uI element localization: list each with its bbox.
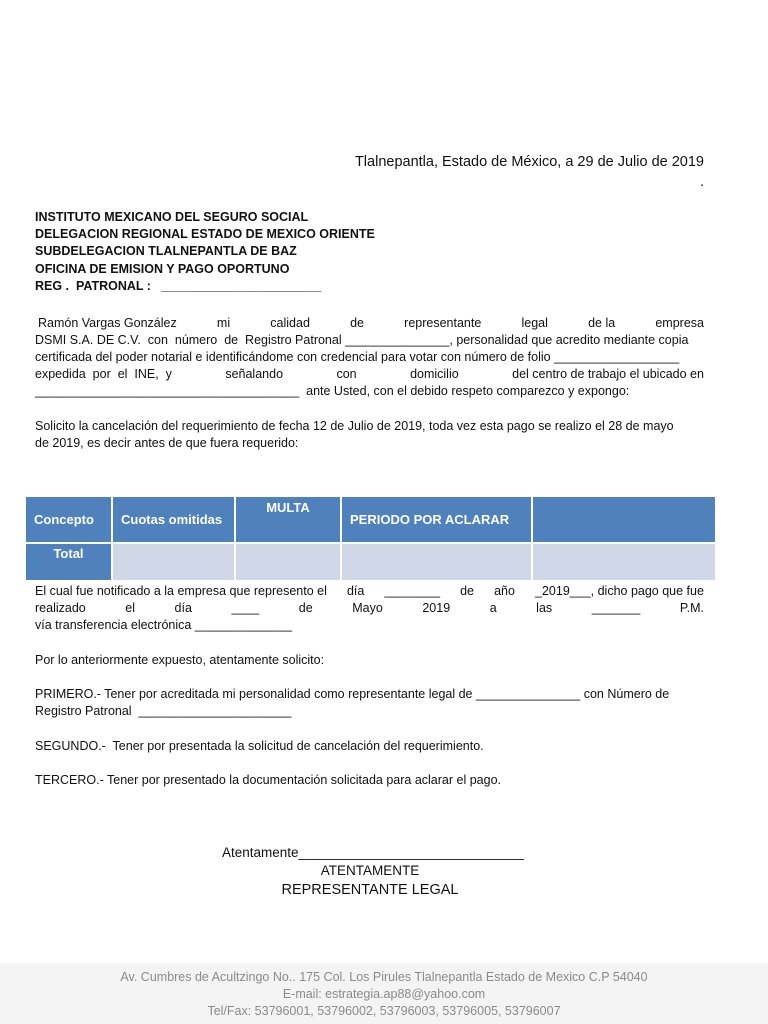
segundo-paragraph: SEGUNDO.- Tener por presentada la solicitud de cancelación del requerimiento. — [35, 739, 484, 753]
table-total-label: Total — [26, 544, 113, 582]
recipient-line: SUBDELEGACION TLALNEPANTLA DE BAZ — [35, 244, 297, 259]
table-cell — [533, 544, 717, 582]
table-cell — [236, 544, 342, 582]
recipient-line: OFICINA DE EMISION Y PAGO OPORTUNO — [35, 261, 290, 276]
table-header-multa: MULTA — [236, 497, 342, 544]
recipient-line: REG . PATRONAL : _______________________ — [35, 278, 322, 293]
intro-line: DSMI S.A. DE C.V. con número de Registro Patronal _______________, personalidad que acredito mediante copia — [35, 333, 689, 347]
signature-title: REPRESENTANTE LEGAL — [281, 882, 459, 898]
footer — [0, 963, 768, 1024]
footer-phones: Tel/Fax: 53796001, 53796002, 53796003, 53796005, 53796007 — [207, 1004, 561, 1018]
intro-paragraph — [35, 315, 704, 400]
tercero-paragraph: TERCERO.- Tener por presentado la documentación solicitada para aclarar el pago. — [35, 773, 501, 787]
notice-line: El cual fue notificado a la empresa que represento el día ________ de año _2019___, dicho pago que fue — [35, 584, 704, 598]
table-row — [26, 544, 717, 582]
intro-line: ______________________________________ ante Usted, con el debido respeto comparezco y expongo: — [35, 384, 630, 398]
request-paragraph — [35, 418, 704, 452]
table-header-concepto: Concepto — [26, 497, 113, 544]
notice-line: vía transferencia electrónica ______________ — [35, 618, 293, 632]
request-line: Solicito la cancelación del requerimiento de fecha 12 de Julio de 2019, toda vez esta pago se realizo el 28 de mayo — [35, 419, 674, 433]
primero-paragraph — [35, 686, 704, 720]
signature-label: ATENTAMENTE — [320, 863, 420, 878]
table-header-empty — [533, 497, 717, 544]
recipient-line: INSTITUTO MEXICANO DEL SEGURO SOCIAL — [35, 210, 309, 224]
concept-table — [26, 497, 717, 582]
notice-line: realizado el día ____ de Mayo 2019 a las _______ P.M. — [35, 601, 704, 615]
intro-line: certificada del poder notarial e identificándome con credencial para votar con número de folio __________________ — [35, 350, 680, 364]
table-cell — [113, 544, 236, 582]
signature-line: Atentamente______________________________ — [222, 845, 524, 860]
footer-address: Av. Cumbres de Acultzingo No.. 175 Col. Los Pirules Tlalnepantla Estado de Mexico C.P 54040 — [120, 970, 648, 984]
primero-line: PRIMERO.- Tener por acreditada mi personalidad como representante legal de _______________ con Número de — [35, 687, 670, 701]
request-line: de 2019, es decir antes de que fuera requerido: — [35, 436, 299, 450]
primero-line: Registro Patronal ______________________ — [35, 704, 292, 718]
table-header-cuotas: Cuotas omitidas — [113, 497, 236, 544]
recipient-block — [35, 209, 375, 295]
closing-intro: Por lo anteriormente expuesto, atentamente solicito: — [35, 653, 325, 667]
intro-line: Ramón Vargas González mi calidad de representante legal de la empresa — [38, 316, 704, 330]
recipient-line: DELEGACION REGIONAL ESTADO DE MEXICO ORIENTE — [35, 227, 375, 242]
table-header-periodo: PERIODO POR ACLARAR — [342, 497, 533, 544]
date-header — [355, 152, 704, 192]
intro-line: expedida por el INE, y señalando con domicilio del centro de trabajo el ubicado en — [35, 367, 704, 381]
footer-email: E-mail: estrategia.ap88@yahoo.com — [282, 987, 486, 1001]
table-cell — [342, 544, 533, 582]
table-header-row — [26, 497, 717, 544]
date-line: Tlalnepantla, Estado de México, a 29 de Julio de 2019 — [354, 154, 704, 170]
date-dot: . — [699, 174, 704, 190]
notice-paragraph — [35, 583, 704, 634]
